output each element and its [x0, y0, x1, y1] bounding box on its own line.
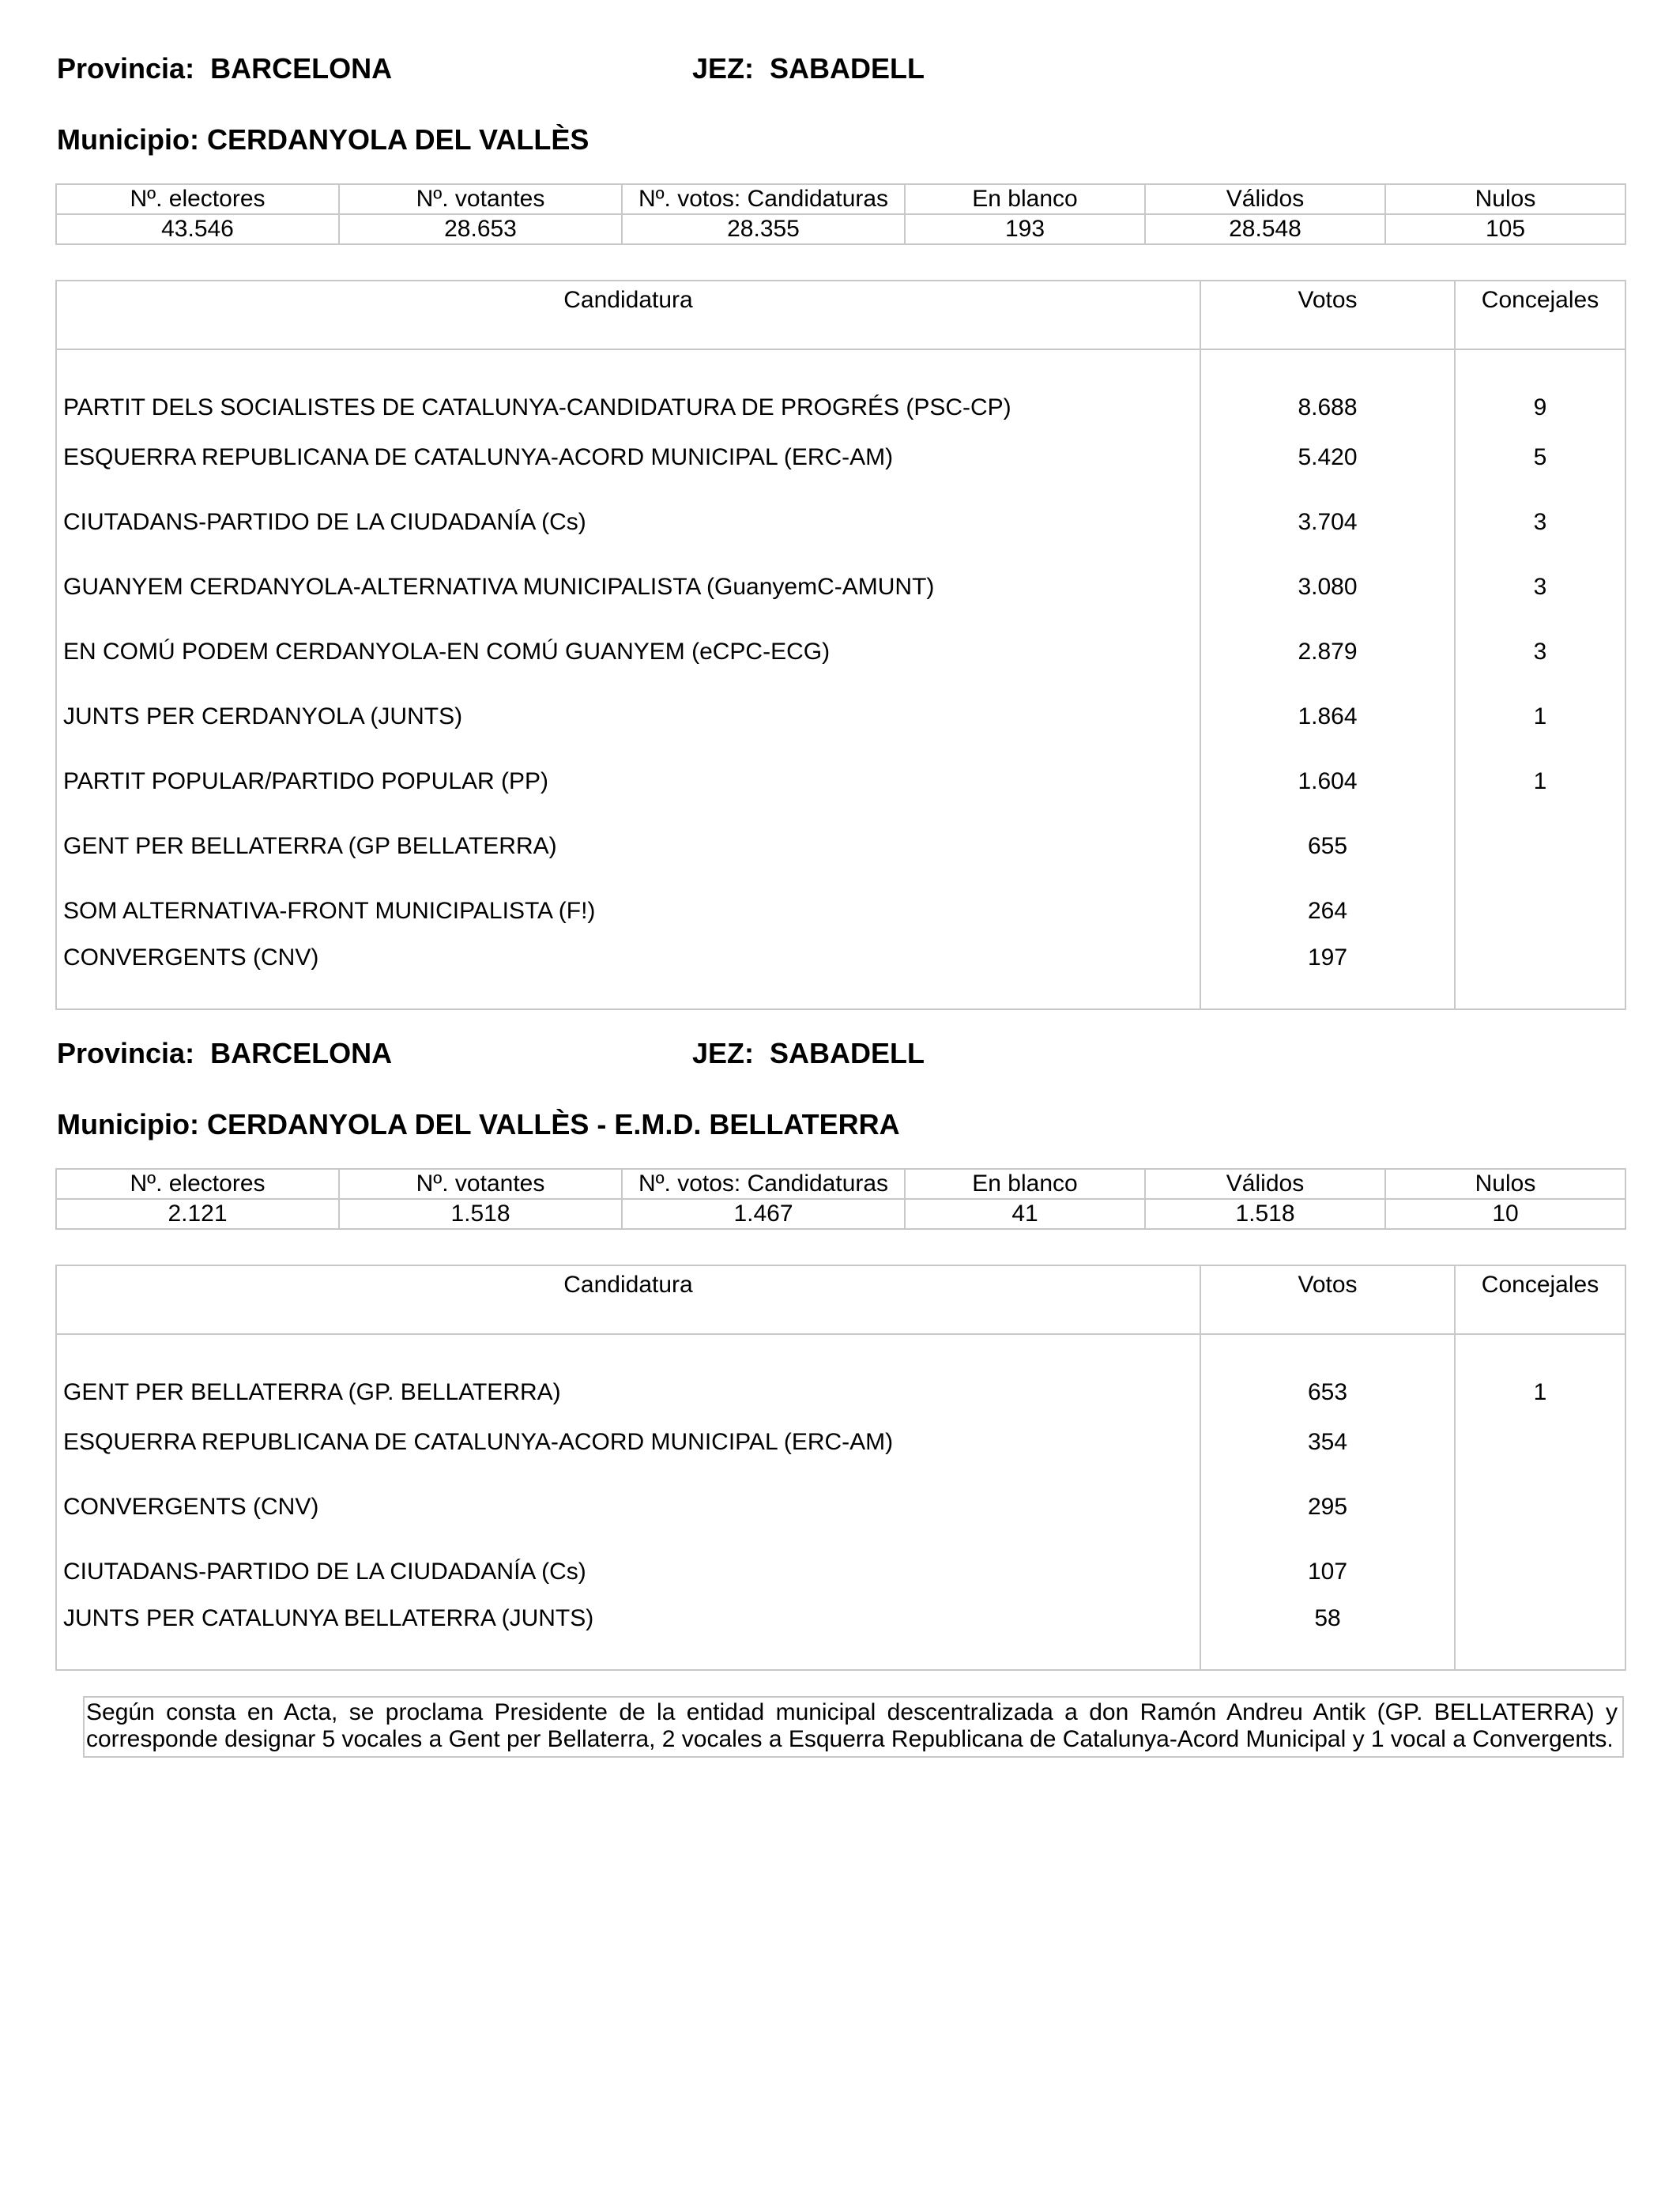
candidate-name: CONVERGENTS (CNV) — [56, 944, 1200, 1009]
candidate-seats: 3 — [1455, 620, 1625, 684]
candidate-name: CIUTADANS-PARTIDO DE LA CIUDADANÍA (Cs) — [56, 490, 1200, 555]
table-row — [56, 944, 1625, 1009]
jez-label: JEZ: — [692, 52, 755, 85]
candidate-seats: 1 — [1455, 749, 1625, 814]
municipio-label: Municipio: — [57, 1108, 199, 1140]
municipio — [57, 120, 1626, 160]
candidates-table — [55, 280, 1626, 1010]
jez — [692, 49, 925, 89]
candidate-name: PARTIT DELS SOCIALISTES DE CATALUNYA-CANDIDATURA DE PROGRÉS (PSC-CP) — [56, 349, 1200, 425]
table-row — [56, 1604, 1625, 1670]
stats-value-row — [56, 214, 1625, 244]
candidate-seats — [1455, 814, 1625, 879]
candidate-seats — [1455, 1604, 1625, 1670]
stats-value-en-blanco: 41 — [905, 1199, 1145, 1229]
candidate-votes: 197 — [1200, 944, 1455, 1009]
candidate-votes: 5.420 — [1200, 425, 1455, 490]
candidate-seats — [1455, 1410, 1625, 1475]
candidates-table — [55, 1265, 1626, 1671]
candidates-header-row — [56, 1265, 1625, 1334]
jez-label: JEZ: — [692, 1037, 755, 1069]
candidate-name: PARTIT POPULAR/PARTIDO POPULAR (PP) — [56, 749, 1200, 814]
header-concejales: Concejales — [1455, 1265, 1625, 1334]
candidate-name: SOM ALTERNATIVA-FRONT MUNICIPALISTA (F!) — [56, 879, 1200, 944]
provincia-value: BARCELONA — [210, 1037, 393, 1069]
table-row — [56, 1334, 1625, 1410]
candidate-name: CONVERGENTS (CNV) — [56, 1475, 1200, 1540]
header-line — [55, 49, 1625, 89]
candidate-name: JUNTS PER CERDANYOLA (JUNTS) — [56, 684, 1200, 749]
stats-value-electores: 43.546 — [56, 214, 339, 244]
candidate-seats: 9 — [1455, 349, 1625, 425]
section-cerdanyola — [55, 49, 1625, 1010]
table-row — [56, 555, 1625, 620]
candidate-seats: 3 — [1455, 490, 1625, 555]
stats-header-electores: Nº. electores — [56, 184, 339, 214]
table-row — [56, 1475, 1625, 1540]
stats-table — [55, 183, 1626, 245]
table-row — [56, 749, 1625, 814]
municipio-value: CERDANYOLA DEL VALLÈS — [206, 123, 590, 156]
header-candidatura: Candidatura — [56, 1265, 1200, 1334]
candidate-name: ESQUERRA REPUBLICANA DE CATALUNYA-ACORD MUNICIPAL (ERC-AM) — [56, 425, 1200, 490]
candidate-name: EN COMÚ PODEM CERDANYOLA-EN COMÚ GUANYEM (eCPC-ECG) — [56, 620, 1200, 684]
table-row — [56, 1410, 1625, 1475]
candidate-votes: 58 — [1200, 1604, 1455, 1670]
candidate-votes: 264 — [1200, 879, 1455, 944]
municipio-value: CERDANYOLA DEL VALLÈS - E.M.D. BELLATERRA — [206, 1108, 900, 1140]
provincia — [57, 49, 392, 89]
candidate-votes: 107 — [1200, 1540, 1455, 1604]
provincia-value: BARCELONA — [210, 52, 393, 85]
proclamation-note: Según consta en Acta, se proclama Presidente de la entidad municipal descentralizada a don Ramón Andreu Antik (GP. BELLATERRA) y corresponde designar 5 vocales a Gent per Bellaterra, 2 vocales a Esquerra Republicana de Catalunya-Acord Municipal y 1 vocal a Convergents. — [83, 1696, 1624, 1758]
stats-header-votantes: Nº. votantes — [339, 1169, 622, 1199]
table-row — [56, 490, 1625, 555]
provincia — [57, 1034, 392, 1073]
stats-value-electores: 2.121 — [56, 1199, 339, 1229]
candidate-votes: 2.879 — [1200, 620, 1455, 684]
candidate-name: GUANYEM CERDANYOLA-ALTERNATIVA MUNICIPALISTA (GuanyemC-AMUNT) — [56, 555, 1200, 620]
stats-header-validos: Válidos — [1145, 184, 1385, 214]
table-row — [56, 684, 1625, 749]
candidate-seats: 5 — [1455, 425, 1625, 490]
candidates-header-row — [56, 281, 1625, 349]
jez-value: SABADELL — [770, 52, 925, 85]
table-row — [56, 620, 1625, 684]
stats-header-row — [56, 184, 1625, 214]
provincia-label: Provincia: — [57, 52, 195, 85]
stats-value-votos-candidaturas: 28.355 — [622, 214, 905, 244]
header-votos: Votos — [1200, 281, 1455, 349]
header-concejales: Concejales — [1455, 281, 1625, 349]
candidate-seats — [1455, 879, 1625, 944]
stats-header-en-blanco: En blanco — [905, 1169, 1145, 1199]
header-candidatura: Candidatura — [56, 281, 1200, 349]
candidate-votes: 1.604 — [1200, 749, 1455, 814]
municipio-label: Municipio: — [57, 123, 199, 156]
candidate-votes: 3.080 — [1200, 555, 1455, 620]
stats-value-nulos: 10 — [1385, 1199, 1625, 1229]
candidate-votes: 655 — [1200, 814, 1455, 879]
candidate-name: GENT PER BELLATERRA (GP. BELLATERRA) — [56, 1334, 1200, 1410]
table-row — [56, 349, 1625, 425]
table-row — [56, 425, 1625, 490]
candidate-name: JUNTS PER CATALUNYA BELLATERRA (JUNTS) — [56, 1604, 1200, 1670]
candidate-seats: 3 — [1455, 555, 1625, 620]
stats-value-row — [56, 1199, 1625, 1229]
candidate-seats — [1455, 944, 1625, 1009]
candidate-votes: 653 — [1200, 1334, 1455, 1410]
stats-value-validos: 1.518 — [1145, 1199, 1385, 1229]
candidate-votes: 3.704 — [1200, 490, 1455, 555]
provincia-label: Provincia: — [57, 1037, 195, 1069]
table-row — [56, 814, 1625, 879]
candidate-seats — [1455, 1540, 1625, 1604]
header-line — [55, 1034, 1625, 1073]
stats-header-nulos: Nulos — [1385, 1169, 1625, 1199]
stats-header-votos-candidaturas: Nº. votos: Candidaturas — [622, 1169, 905, 1199]
section-bellaterra — [55, 1034, 1625, 1671]
candidate-votes: 8.688 — [1200, 349, 1455, 425]
municipio — [57, 1105, 1626, 1144]
candidate-votes: 295 — [1200, 1475, 1455, 1540]
candidate-seats: 1 — [1455, 684, 1625, 749]
table-row — [56, 879, 1625, 944]
stats-value-votantes: 1.518 — [339, 1199, 622, 1229]
table-row — [56, 1540, 1625, 1604]
jez-value: SABADELL — [770, 1037, 925, 1069]
candidate-name: CIUTADANS-PARTIDO DE LA CIUDADANÍA (Cs) — [56, 1540, 1200, 1604]
stats-header-validos: Válidos — [1145, 1169, 1385, 1199]
candidate-votes: 1.864 — [1200, 684, 1455, 749]
candidate-seats: 1 — [1455, 1334, 1625, 1410]
candidate-name: GENT PER BELLATERRA (GP BELLATERRA) — [56, 814, 1200, 879]
stats-value-votos-candidaturas: 1.467 — [622, 1199, 905, 1229]
candidate-name: ESQUERRA REPUBLICANA DE CATALUNYA-ACORD MUNICIPAL (ERC-AM) — [56, 1410, 1200, 1475]
stats-header-row — [56, 1169, 1625, 1199]
stats-table — [55, 1168, 1626, 1230]
stats-header-votantes: Nº. votantes — [339, 184, 622, 214]
jez — [692, 1034, 925, 1073]
stats-value-nulos: 105 — [1385, 214, 1625, 244]
stats-header-votos-candidaturas: Nº. votos: Candidaturas — [622, 184, 905, 214]
candidate-votes: 354 — [1200, 1410, 1455, 1475]
candidate-seats — [1455, 1475, 1625, 1540]
stats-value-votantes: 28.653 — [339, 214, 622, 244]
header-votos: Votos — [1200, 1265, 1455, 1334]
stats-value-en-blanco: 193 — [905, 214, 1145, 244]
stats-header-nulos: Nulos — [1385, 184, 1625, 214]
stats-header-en-blanco: En blanco — [905, 184, 1145, 214]
stats-value-validos: 28.548 — [1145, 214, 1385, 244]
stats-header-electores: Nº. electores — [56, 1169, 339, 1199]
